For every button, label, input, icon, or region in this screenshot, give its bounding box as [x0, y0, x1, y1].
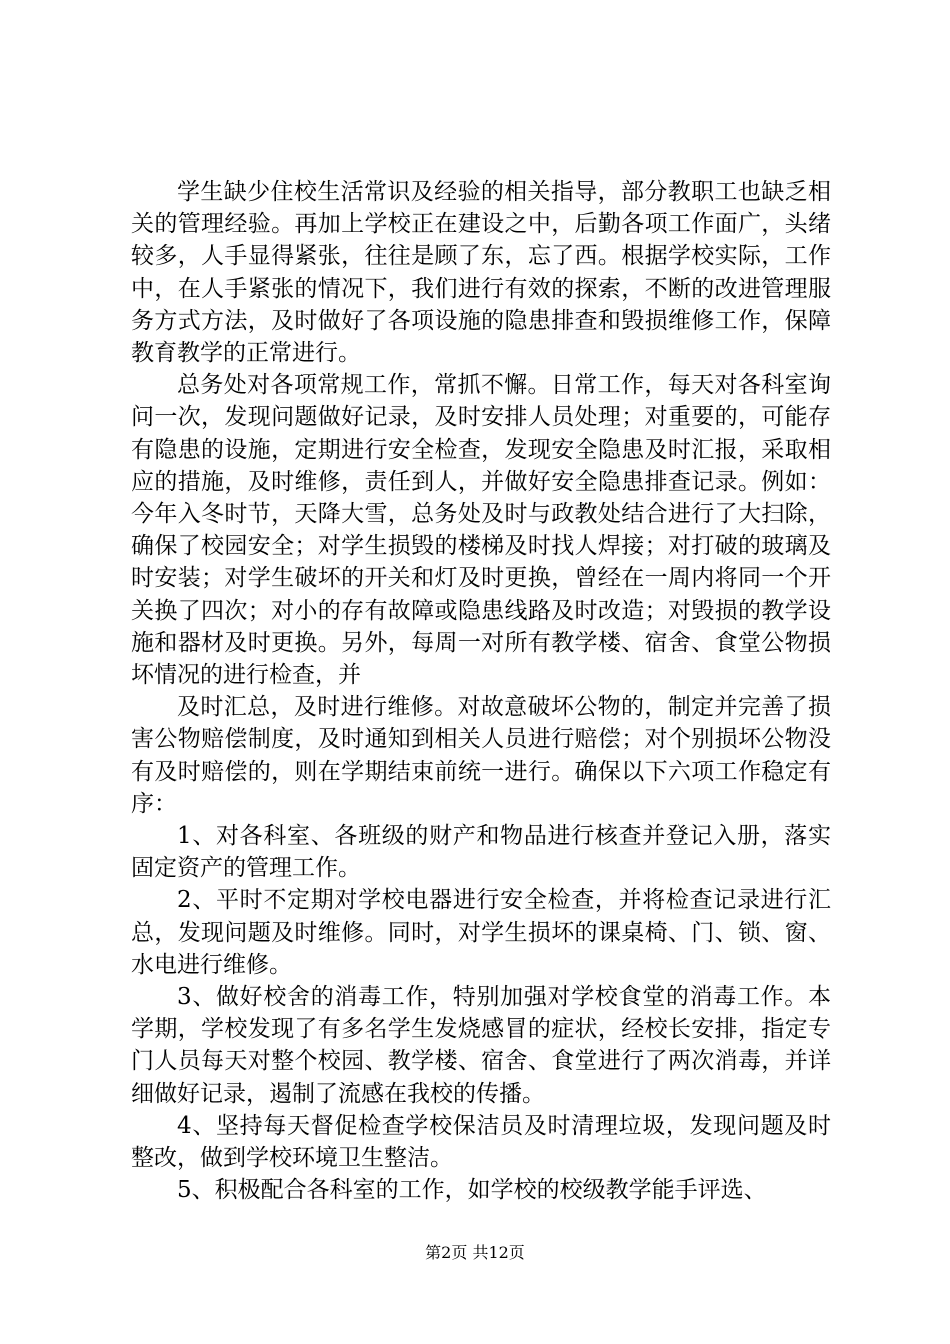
- document-body: [131, 176, 831, 1207]
- list-item-5: 5、积极配合各科室的工作，如学校的校级教学能手评选、: [177, 1177, 767, 1204]
- list-item-2: 2、平时不定期对学校电器进行安全检查，并将检查记录进行汇总，发现问题及时维修。同时，对学生损坏的课桌椅、门、锁、窗、水电进行维修。: [131, 887, 831, 978]
- list-item-4: 4、坚持每天督促检查学校保洁员及时清理垃圾，发现问题及时整改，做到学校环境卫生整洁。: [131, 1112, 831, 1172]
- list-item-1: 1、对各科室、各班级的财产和物品进行核查并登记入册，落实固定资产的管理工作。: [131, 823, 831, 882]
- page-footer: 第2页 共12页: [425, 1243, 525, 1262]
- paragraph-1: 学生缺少住校生活常识及经验的相关指导，部分教职工也缺乏相关的管理经验。再加上学校正在建设之中，后勤各项工作面广，头绪较多，人手显得紧张，往往是顾了东，忘了西。根据学校实际，工作中，在人手紧张的情况下，我们进行有效的探索，不断的改进管理服务方式方法，及时做好了各项设施的隐患排查和毁损维修工作，保障教育教学的正常进行。: [131, 179, 831, 367]
- list-item-3: 3、做好校舍的消毒工作，特别加强对学校食堂的消毒工作。本学期，学校发现了有多名学生发烧感冒的症状，经校长安排，指定专门人员每天对整个校园、教学楼、宿舍、食堂进行了两次消毒，并详细做好记录，遏制了流感在我校的传播。: [131, 984, 831, 1107]
- paragraph-2: 总务处对各项常规工作，常抓不懈。日常工作，每天对各科室询问一次，发现问题做好记录，及时安排人员处理；对重要的，可能存有隐患的设施，定期进行安全检查，发现安全隐患及时汇报，采取相应的措施，及时维修，责任到人，并做好安全隐患排查记录。例如：今年入冬时节，天降大雪，总务处及时与政教处结合进行了大扫除，确保了校园安全；对学生损毁的楼梯及时找人焊接；对打破的玻璃及时安装；对学生破坏的开关和灯及时更换，曾经在一周内将同一个开关换了四次；对小的存有故障或隐患线路及时改造；对毁损的教学设施和器材及时更换。另外，每周一对所有教学楼、宿舍、食堂公物损坏情况的进行检查，并: [131, 372, 831, 689]
- paragraph-3: 及时汇总，及时进行维修。对故意破坏公物的，制定并完善了损害公物赔偿制度，及时通知到相关人员进行赔偿；对个别损坏公物没有及时赔偿的，则在学期结束前统一进行。确保以下六项工作稳定有序：: [131, 694, 831, 817]
